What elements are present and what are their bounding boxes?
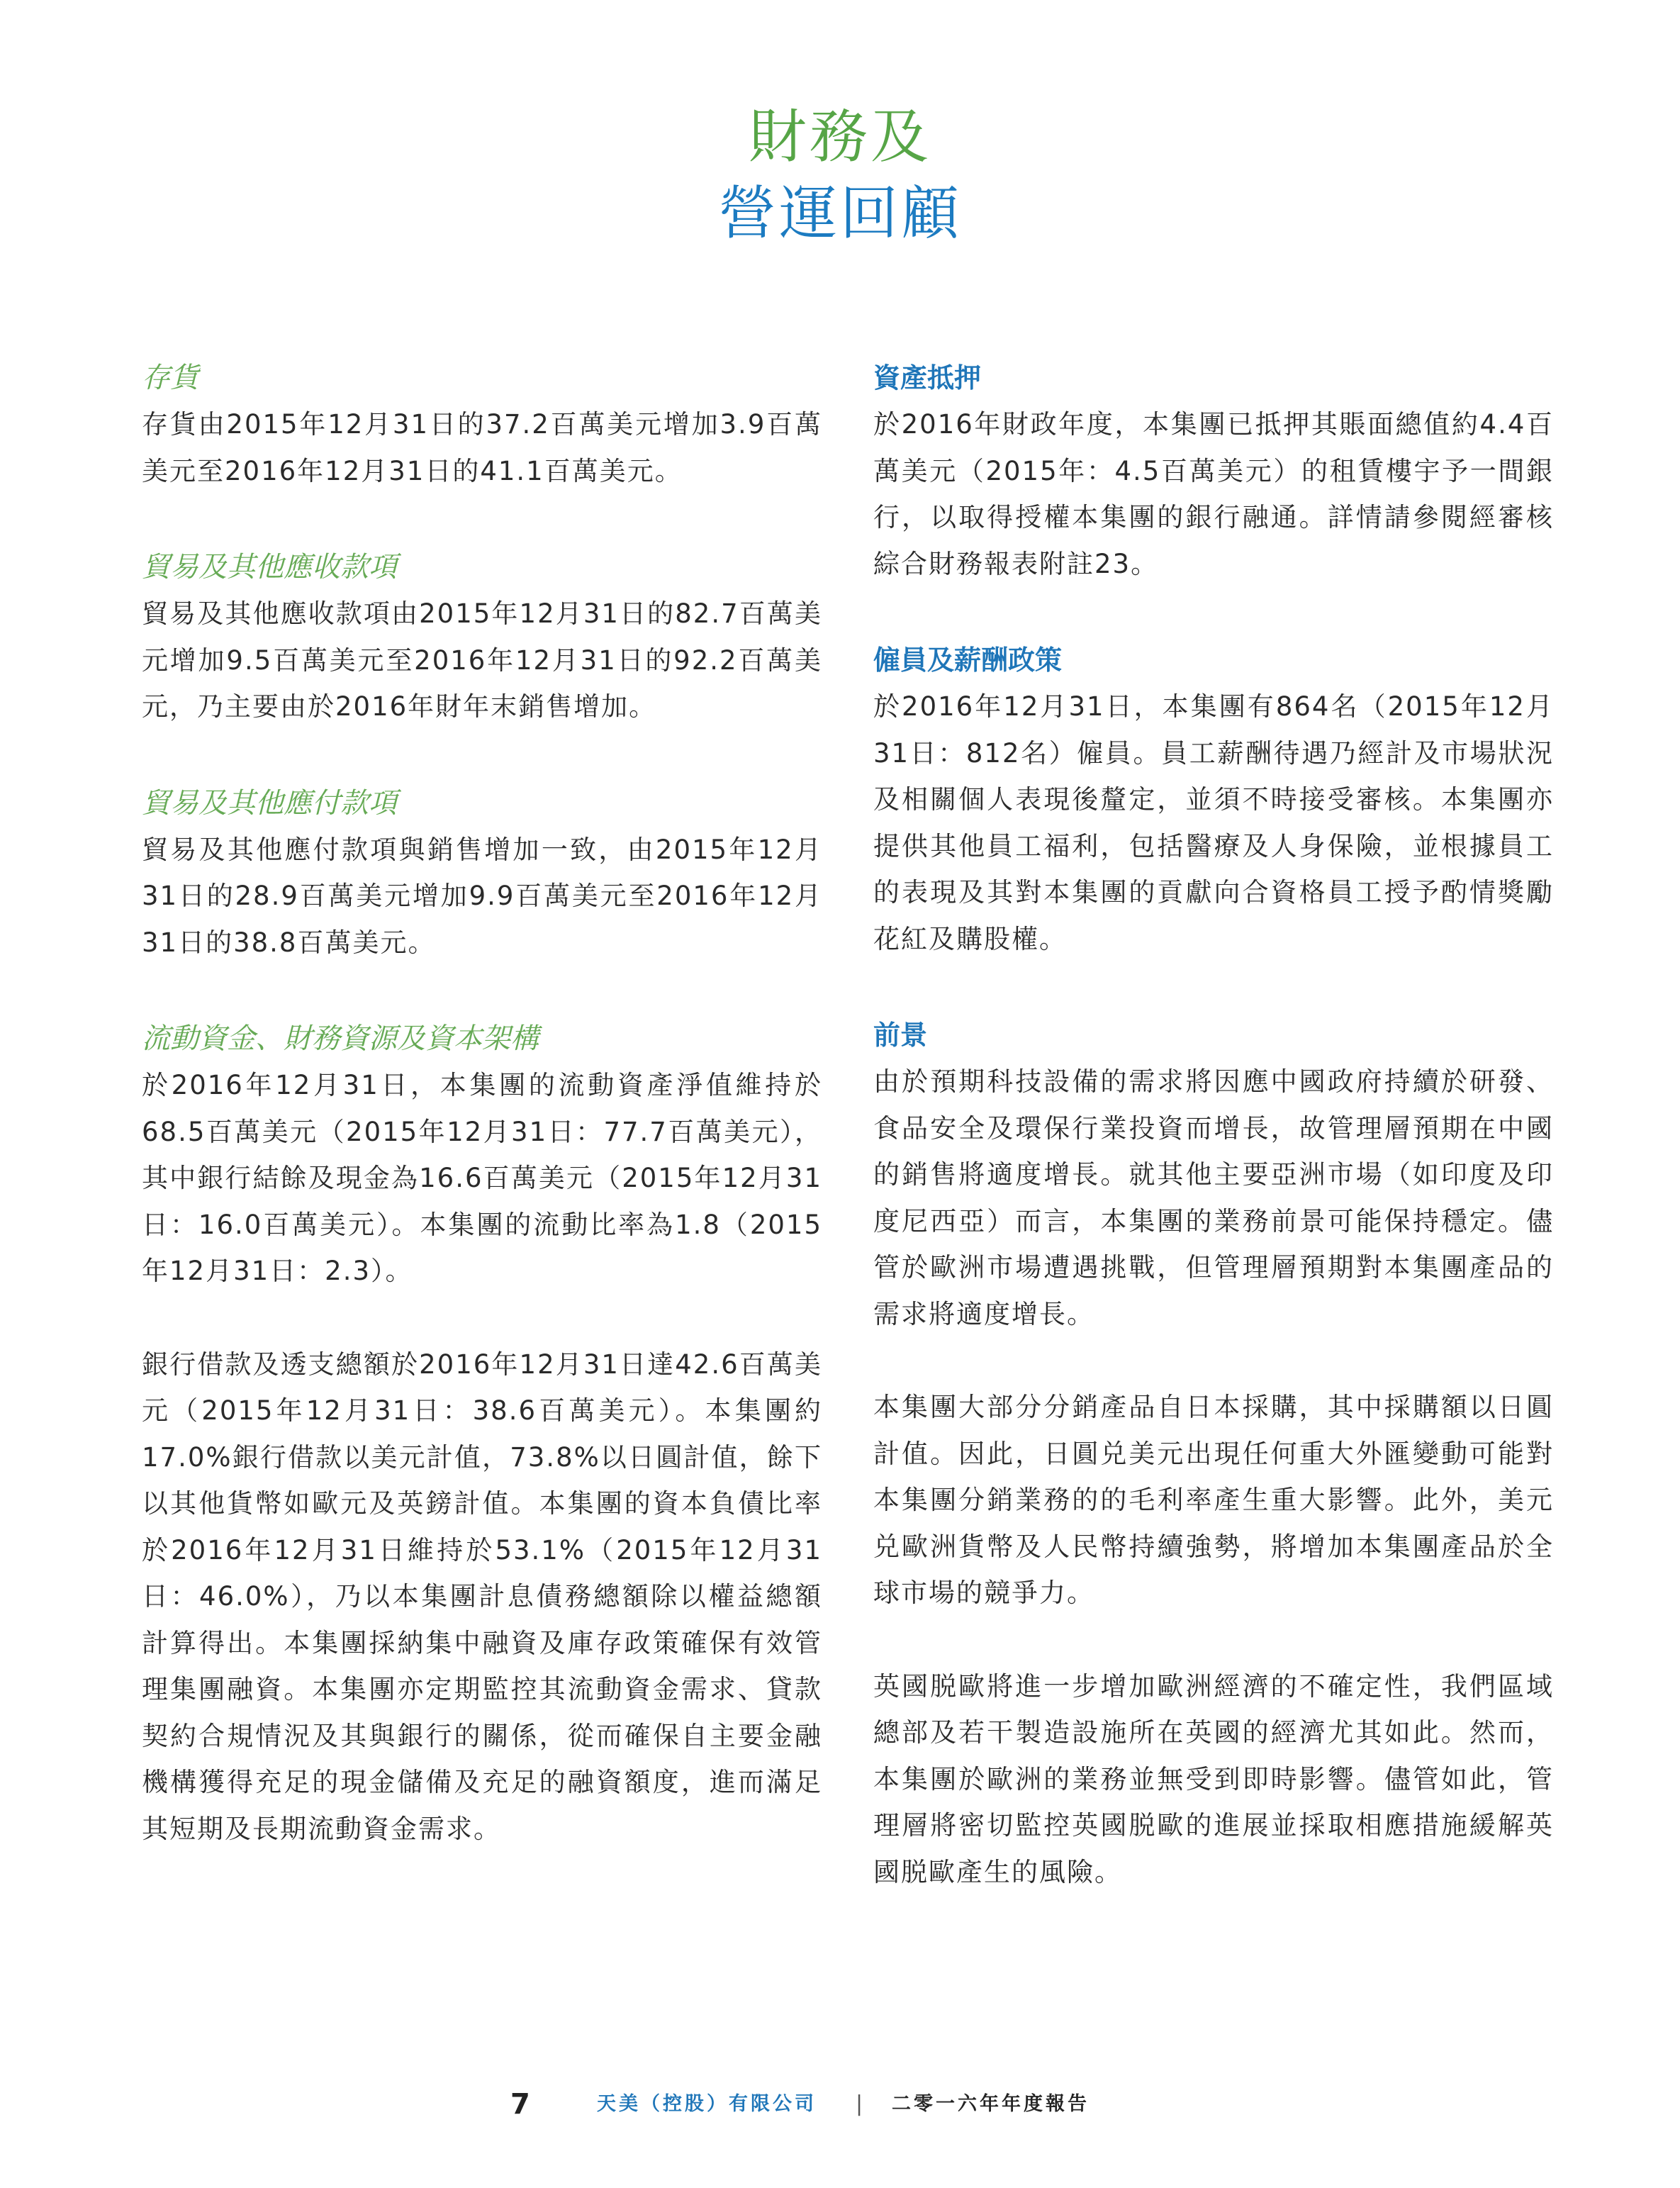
inventory-heading: 存貨	[142, 362, 198, 394]
company-name: 天美（控股）有限公司	[597, 2093, 817, 2115]
pledge-heading: 資產抵押	[873, 362, 982, 393]
liquidity-paragraph-2: 銀行借款及透支總額於2016年12月31日達42.6百萬美元（2015年12月31日：38.6百萬美元）。本集團約17.0%銀行借款以美元計值，73.8%以日圓計值，餘下以其他貨幣如歐元及英鎊計值。本集團的資本負債比率於2016年12月31日維持於53.1%（2015年12月31日：46.0%），乃以本集團計息債務總額除以權益總額計算得出。本集團採納集中融資及庫存政策確保有效管理集團融資。本集團亦定期監控其流動資金需求、貸款契約合規情況及其與銀行的關係，從而確保自主要金融機構獲得充足的現金儲備及充足的融資額度，進而滿足其短期及長期流動資金需求。	[142, 1349, 822, 1844]
inventory-paragraph: 存貨由2015年12月31日的37.2百萬美元增加3.9百萬美元至2016年12月31日的41.1百萬美元。	[142, 409, 822, 486]
footer-separator: |	[856, 2092, 863, 2116]
payables-heading: 貿易及其他應付款項	[142, 786, 397, 820]
employees-paragraph: 於2016年12月31日，本集團有864名（2015年12月31日：812名）僱員。員工薪酬待遇乃經計及市場狀況及相關個人表現後釐定，並須不時接受審核。本集團亦提供其他員工福利，包括醫療及人身保險，並根據員工的表現及其對本集團的貢獻向合資格員工授予酌情獎勵花紅及購股權。	[873, 691, 1554, 954]
page-footer	[0, 2083, 1680, 2126]
report-title: 二零一六年年度報告	[892, 2093, 1090, 2115]
receivables-section	[142, 544, 822, 730]
payables-section	[142, 780, 822, 966]
page-title	[0, 99, 1680, 252]
outlook-paragraph-1: 由於預期科技設備的需求將因應中國政府持續於研發、食品安全及環保行業投資而增長，故管理層預期在中國的銷售將適度增長。就其他主要亞洲市場（如印度及印度尼西亞）而言，本集團的業務前景可能保持穩定。儘管於歐洲市場遭遇挑戰，但管理層預期對本集團產品的需求將適度增長。	[873, 1066, 1554, 1329]
pledge-paragraph: 於2016年財政年度，本集團已抵押其賬面總值約4.4百萬美元（2015年：4.5百萬美元）的租賃樓宇予一間銀行，以取得授權本集團的銀行融通。詳情請參閱經審核綜合財務報表附註23。	[873, 409, 1554, 579]
right-column	[873, 355, 1554, 1945]
employees-section	[873, 637, 1554, 962]
title-line-1: 財務及	[748, 104, 931, 171]
title-line-2: 營運回顧	[717, 180, 962, 247]
receivables-paragraph: 貿易及其他應收款項由2015年12月31日的82.7百萬美元增加9.5百萬美元至2016年12月31日的92.2百萬美元，乃主要由於2016年財年末銷售增加。	[142, 598, 822, 722]
pledge-section	[873, 355, 1554, 587]
receivables-heading: 貿易及其他應收款項	[142, 551, 397, 584]
outlook-paragraph-2: 本集團大部分分銷產品自日本採購，其中採購額以日圓計值。因此，日圓兑美元出現任何重大外匯變動可能對本集團分銷業務的的毛利率產生重大影響。此外，美元兑歐洲貨幣及人民幣持續強勢，將增加本集團產品於全球市場的競爭力。	[873, 1392, 1554, 1608]
employees-heading: 僱員及薪酬政策	[873, 644, 1063, 676]
outlook-heading: 前景	[873, 1020, 928, 1051]
outlook-section	[873, 1012, 1554, 1895]
outlook-paragraph-3: 英國脱歐將進一步增加歐洲經濟的不確定性，我們區域總部及若干製造設施所在英國的經濟尤其如此。然而，本集團於歐洲的業務並無受到即時影響。儘管如此，管理層將密切監控英國脱歐的進展並採取相應措施緩解英國脱歐產生的風險。	[873, 1670, 1554, 1887]
liquidity-paragraph-1: 於2016年12月31日，本集團的流動資產淨值維持於68.5百萬美元（2015年12月31日：77.7百萬美元），其中銀行結餘及現金為16.6百萬美元（2015年12月31日：16.0百萬美元）。本集團的流動比率為1.8（2015年12月31日：2.3）。	[142, 1070, 822, 1286]
page-number: 7	[510, 2088, 530, 2121]
inventory-section	[142, 355, 822, 494]
payables-paragraph: 貿易及其他應付款項與銷售增加一致，由2015年12月31日的28.9百萬美元增加9.9百萬美元至2016年12月31日的38.8百萬美元。	[142, 834, 822, 958]
liquidity-heading: 流動資金、財務資源及資本架構	[142, 1022, 539, 1055]
liquidity-section	[142, 1015, 822, 1852]
left-column	[142, 355, 822, 1902]
